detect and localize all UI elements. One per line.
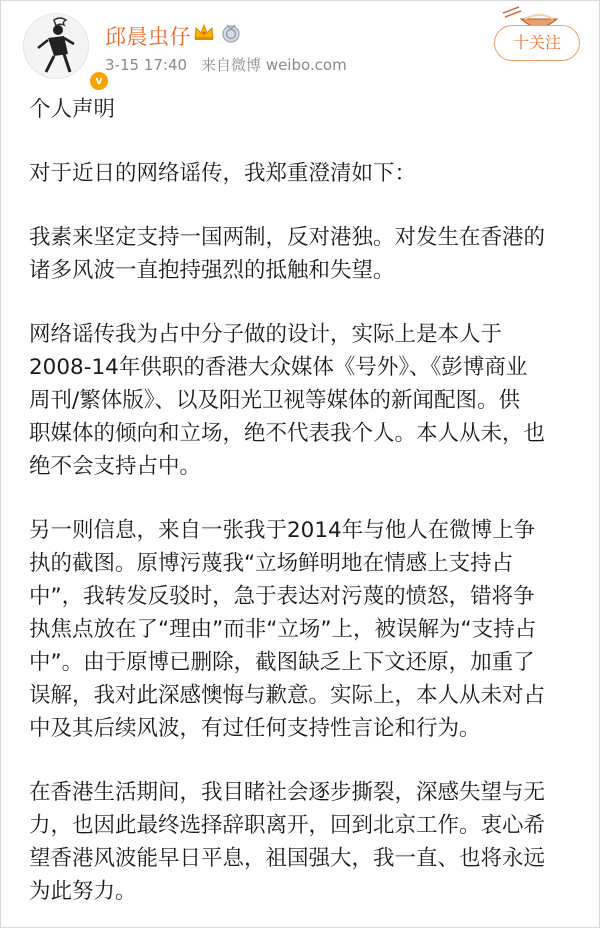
text-line: 职媒体的倾向和立场，绝不代表我个人。本人从未，也 (29, 421, 546, 446)
post-content (29, 91, 589, 908)
text-line: 中”，我转发反驳时，急于表达对污蔑的愤怒，错将争 (29, 584, 535, 609)
text-line: 2008-14年供职的香港大众媒体《号外》、《彭博商业 (29, 355, 528, 380)
text-line: 绝不会支持占中。 (29, 454, 202, 479)
follow-button[interactable]: 十关注 (494, 25, 580, 61)
user-name[interactable]: 邱晨虫仔 (105, 25, 191, 49)
avatar-figure-icon (24, 14, 88, 78)
text-line: 力，也因此最终选择辞职离开，回到北京工作。衷心希 (29, 813, 546, 838)
post-header (1, 1, 600, 91)
avatar[interactable] (23, 13, 103, 87)
text-line: 周刊/繁体版》、以及阳光卫视等媒体的新闻配图。供 (29, 388, 520, 413)
paragraph-2 (29, 221, 589, 287)
text-line: 网络谣传我为占中分子做的设计，实际上是本人于 (29, 322, 503, 347)
post-meta (105, 54, 347, 75)
text-line: 中及其后续风波，有过任何支持性言论和行为。 (29, 716, 481, 741)
text-line: 为此努力。 (29, 879, 137, 904)
text-line: 对于近日的网络谣传，我郑重澄清如下： (29, 161, 417, 186)
verified-badge-icon: v (88, 70, 110, 92)
text-line: 误解，我对此深感懊悔与歉意。实际上，本人从未对占 (29, 683, 546, 708)
medal-icon (221, 23, 241, 43)
statement-title (29, 93, 589, 126)
text-line: 中”。由于原博已删除，截图缺乏上下文还原，加重了 (29, 650, 535, 675)
text-line: 在香港生活期间，我目睹社会逐步撕裂，深感失望与无 (29, 780, 546, 805)
post-source[interactable]: 来自微博 weibo.com (201, 56, 347, 74)
paragraph-4 (29, 514, 589, 745)
text-line: 执的截图。原博污蔑我“立场鲜明地在情感上支持占 (29, 551, 514, 576)
text-line: 望香港风波能早日平息，祖国强大，我一直、也将永远 (29, 846, 546, 871)
text-line: 我素来坚定支持一国两制，反对港独。对发生在香港的 (29, 225, 546, 250)
text-line: 执焦点放在了“理由”而非“立场”上，被误解为“支持占 (29, 617, 537, 642)
text-line: 另一则信息，来自一张我于2014年与他人在微博上争 (29, 518, 536, 543)
text-line: 诸多风波一直抱持强烈的抵触和失望。 (29, 258, 395, 283)
crown-icon (193, 23, 215, 41)
paragraph-5 (29, 776, 589, 908)
paragraph-1 (29, 157, 589, 190)
text-line: 个人声明 (29, 97, 116, 122)
paragraph-3 (29, 318, 589, 483)
post-time[interactable]: 3-15 17:40 (105, 56, 188, 74)
